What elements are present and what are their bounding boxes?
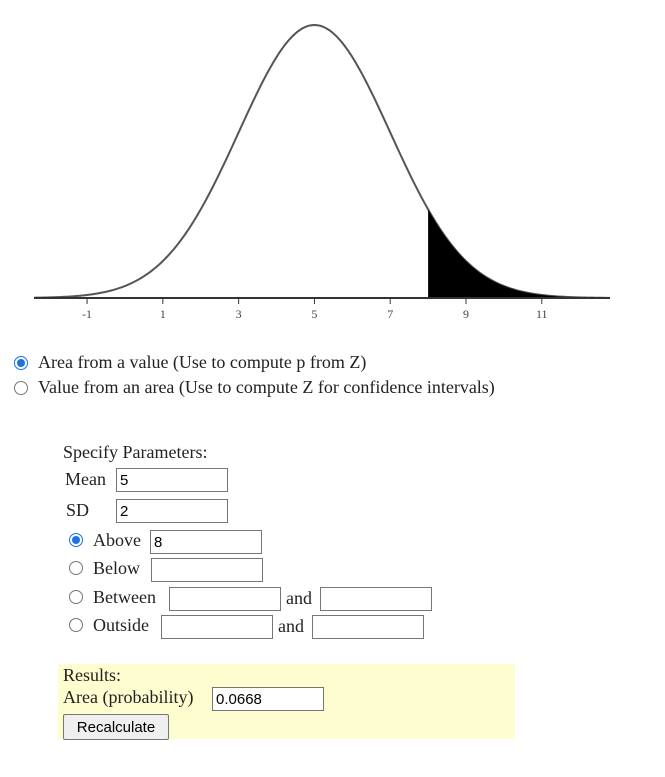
mode-option-area-from-value[interactable]	[14, 352, 366, 373]
mode-option-label: Value from an area (Use to compute Z for confidence intervals)	[38, 377, 495, 397]
mean-input[interactable]	[116, 468, 228, 492]
parameters-heading: Specify Parameters:	[63, 442, 208, 462]
x-tick-label: 5	[311, 307, 318, 321]
x-tick-label: 11	[536, 307, 548, 321]
between-and-label: and	[286, 588, 312, 608]
mean-label: Mean	[65, 469, 106, 489]
x-tick-label: 9	[463, 307, 469, 321]
x-tick-label: -1	[82, 307, 93, 321]
area-probability-label: Area (probability)	[63, 687, 194, 707]
density-curve	[34, 25, 610, 298]
mode-option-label: Area from a value (Use to compute p from Z)	[38, 352, 367, 372]
radio-value-from-area[interactable]	[14, 381, 28, 395]
below-label: Below	[93, 558, 140, 578]
between-upper-input[interactable]	[320, 587, 432, 611]
x-tick-label: 7	[387, 307, 394, 321]
radio-above[interactable]	[69, 533, 83, 547]
shaded-tail-area	[428, 209, 610, 298]
x-ticks	[82, 298, 548, 321]
between-lower-input[interactable]	[169, 587, 281, 611]
below-input[interactable]	[151, 558, 263, 582]
above-label: Above	[93, 530, 141, 550]
above-input[interactable]	[150, 530, 262, 554]
recalculate-button[interactable]: Recalculate	[63, 714, 169, 740]
results-heading: Results:	[63, 665, 122, 685]
radio-area-from-value[interactable]	[14, 356, 28, 370]
outside-upper-input[interactable]	[312, 615, 424, 639]
between-label: Between	[93, 587, 156, 607]
radio-outside[interactable]	[69, 618, 83, 632]
outside-label: Outside	[93, 615, 149, 635]
sd-label: SD	[66, 500, 90, 520]
area-probability-output[interactable]	[212, 687, 324, 711]
radio-between[interactable]	[69, 590, 83, 604]
sd-input[interactable]	[116, 499, 228, 523]
normal-distribution-chart	[0, 0, 665, 330]
outside-lower-input[interactable]	[161, 615, 273, 639]
x-tick-label: 1	[159, 307, 166, 321]
mode-option-value-from-area[interactable]	[14, 377, 495, 398]
x-tick-label: 3	[235, 307, 242, 321]
outside-and-label: and	[278, 616, 304, 636]
radio-below[interactable]	[69, 561, 83, 575]
